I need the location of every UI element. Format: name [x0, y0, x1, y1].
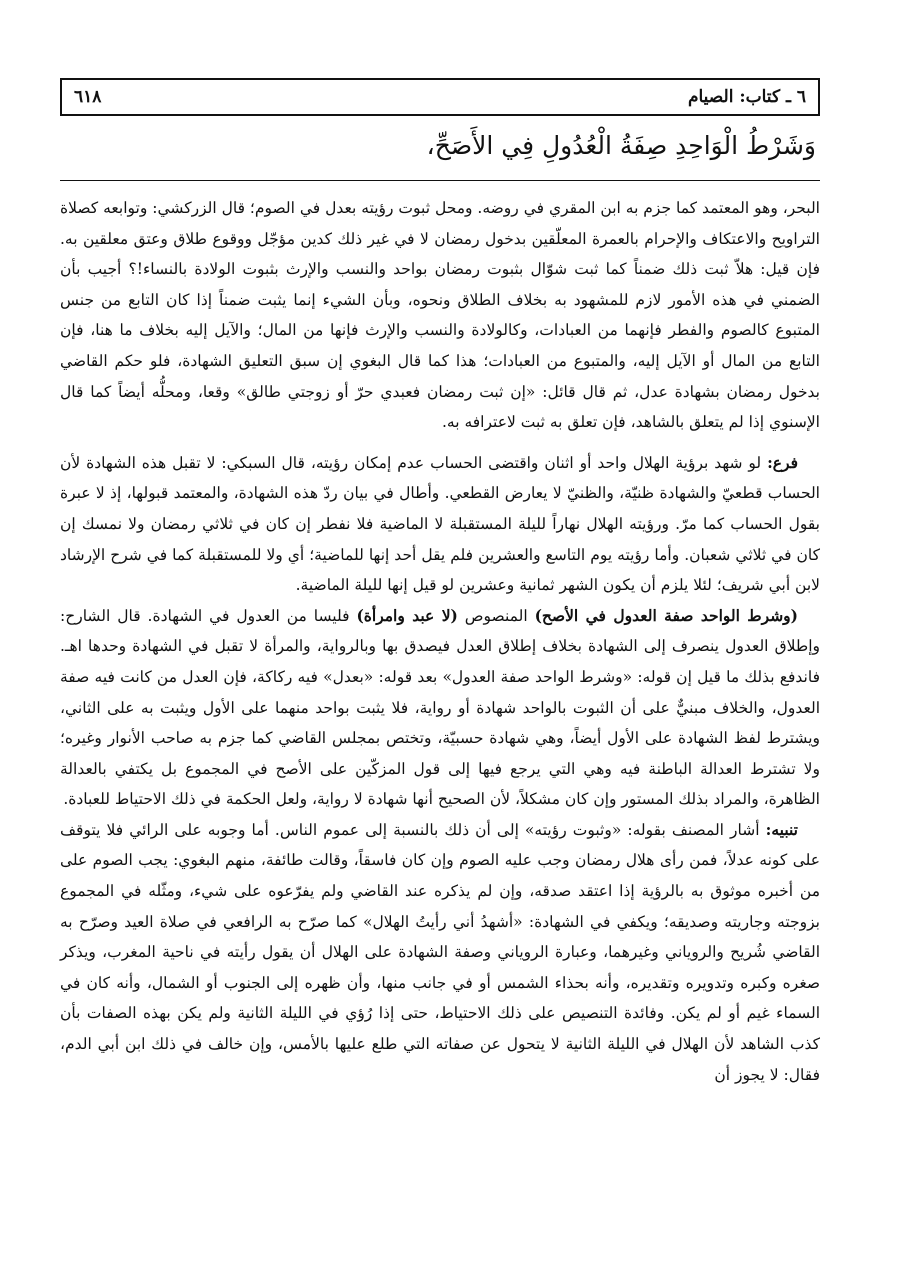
book-page: [60, 78, 820, 1090]
chapter-title: ٦ ـ كتاب: الصيام: [687, 87, 806, 107]
paragraph-4: [60, 815, 820, 1090]
paragraph-1: البحر، وهو المعتمد كما جزم به ابن المقري في روضه. ومحل ثبوت رؤيته بعدل في الصوم؛ قال الزركشي: وتوابعه كصلاة التراويح والاعتكاف والإحرام بالعمرة المعلّقين بدخول رمضان لا في غير ذلك كدين مؤجّل ووقوع طلاق وعتق معلقين به. فإن قيل: هلاّ ثبت ذلك ضمناً كما ثبت شوّال بثبوت رمضان بواحد والنسب والإرث بثبوت الولادة بالنساء!؟ أجيب بأن الضمني في هذه الأمور لازم للمشهود به بخلاف الطلاق ونحوه، وبأن الشيء إنما يثبت ضمناً إذا كان التابع من جنس المتبوع كالصوم والفطر فإنهما من العبادات، وكالولادة والنسب والإرث فإنها من المال؛ والآيل إليه بخلاف ما هنا، فإن التابع من المال أو الآيل إليه، والمتبوع من العبادات؛ هذا كما قال البغوي إن سبق التعليق الشهادة، فلو حكم القاضي بدخول رمضان بشهادة عدل، ثم قال قائل: «إن ثبت رمضان فعبدي حرّ أو زوجتي طالق» وقعا، ومحلُّه أيضاً كما قال الإسنوي إذا لم يتعلق بالشاهد، فإن تعلق به ثبت لاعترافه به.: [60, 199, 820, 432]
separator-rule: [60, 180, 820, 181]
matn-quote-1: (وشرط الواحد صفة العدول في الأصح): [534, 605, 799, 625]
page-header: [60, 78, 820, 116]
matn-quote-2: (لا عبد وامرأة): [356, 605, 458, 625]
page-number: ٦١٨: [74, 87, 102, 107]
commentary-body: [60, 193, 820, 1090]
paragraph-3-text-2: فليسا من العدول في الشهادة. قال الشارح: وإطلاق العدول ينصرف إلى الشهادة بخلاف إطلاق العدل فيصدق بها وبالرواية، والمرأة لا تقبل في الشهادة وحدها اهـ. فاندفع بذلك ما قيل إن قوله: «وشرط الواحد صفة العدول» بعد قوله: «بعدل» فيه ركاكة، فإن العدل من كانت فيه صفة العدول، والخلاف مبنيٌّ على أن الثبوت بالواحد شهادة أو رواية، فلا يثبت بواحد منهما على الأول ويثبت به على الثاني، ويشترط لفظ الشهادة على الأول أيضاً، وهي شهادة حسبيّة، وتختص بمجلس القاضي كما جزم به صاحب الأنوار وغيره؛ ولا تشترط العدالة الباطنة فيه وهي التي يرجع فيها إلى قول المزكّين على الأصح في المجموع بل يكتفي بالعدالة الظاهرة، والمراد بذلك المستور وإن كان مشكلاً، لأن الصحيح أنها شهادة لا رواية، ولعل الحكمة في ذلك الاحتياط للعبادة.: [60, 606, 820, 809]
paragraph-4-text: أشار المصنف بقوله: «وثبوت رؤيته» إلى أن ذلك بالنسبة إلى عموم الناس. أما وجوبه على الرائي فلا يتوقف على كونه عدلاً، فمن رأى هلال رمضان وجب عليه الصوم وإن كان فاسقاً، وقالت طائفة، منهم البغوي: يجب الصوم على من أخبره موثوق به بالرؤية إذا اعتقد صدقه، وإن لم يذكره عند القاضي ولم يفرّعوه على شيء، ومثّله في المجموع بزوجته وجاريته وصديقه؛ ويكفي في الشهادة: «أشهدُ أني رأيتُ الهلال» كما صرّح به الرافعي في صلاة العيد وصرّح به القاضي شُريح والروياني وغيرهما، وعبارة الروياني وصفة الشهادة على الهلال أن يقول رأيته في ناحية المغرب، ويذكر صغره وكبره وتدويره وتقديره، وأنه بحذاء الشمس أو في جانب منها، وأن ظهره إلى الجنوب أو الشمال، وأنه كان في السماء غيم أو لم يكن. وفائدة التنصيص على ذلك الاحتياط، حتى إذا رُؤي في الليلة الثانية ولم يكن بهذه الصفات بأن كذب الشاهد لأن الهلال في الليلة الثانية لا يتحول عن صفاته التي طلع عليها بالأمس، وإن خالف في ذلك ابن أبي الدم، فقال: لا يجوز أن: [60, 820, 820, 1084]
paragraph-3: [60, 601, 820, 815]
matn-line: وَشَرْطُ الْوَاحِدِ صِفَةُ الْعُدُولِ فِي الأَصَحِّ،: [426, 131, 816, 160]
tanbih-label: تنبيه:: [765, 819, 798, 839]
paragraph-3-text-1: المنصوص: [457, 606, 535, 625]
paragraph-2: [60, 448, 820, 601]
paragraph-2-text: لو شهد برؤية الهلال واحد أو اثنان واقتضى الحساب عدم إمكان رؤيته، قال السبكي: لا تقبل هذه الشهادة لأن الحساب قطعيّ والشهادة ظنيّة، والظنيّ لا يعارض القطعي. وأطال في بيان ردّ هذه الشهادة، والمعتمد قبولها، إذ لا عبرة بقول الحساب كما مرّ. ورؤيته الهلال نهاراً لليلة المستقبلة لا الماضية فلا نفطر إن كان في ثلاثي رمضان ولا نمسك إن كان في ثلاثي شعبان. وأما رؤيته يوم التاسع والعشرين فلم يقل أحد إنها للماضية؛ أي ولا للمستقبلة كما في شرح الإرشاد لابن أبي شريف؛ لئلا يلزم أن يكون الشهر ثمانية وعشرين لو قيل إنها لليلة الماضية.: [60, 453, 820, 595]
far-label: فرع:: [767, 452, 798, 472]
